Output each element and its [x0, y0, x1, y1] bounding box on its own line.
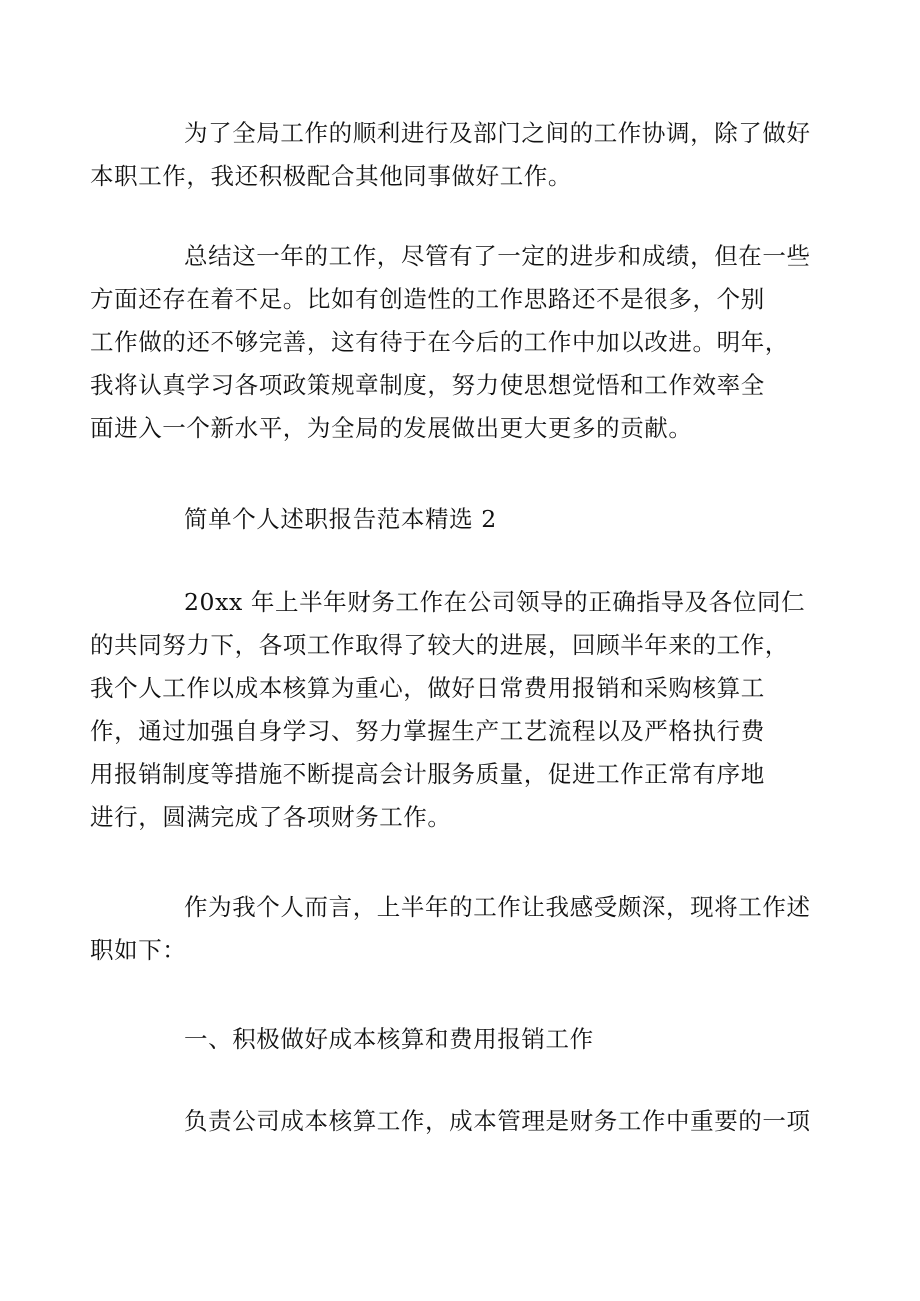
text-line: 工作做的还不够完善，这有待于在今后的工作中加以改进。明年，: [90, 328, 789, 356]
text-line: 进行，圆满完成了各项财务工作。: [90, 803, 452, 831]
text-line: 我个人工作以成本核算为重心，做好日常费用报销和采购核算工: [90, 674, 765, 702]
text-line: 本职工作，我还积极配合其他同事做好工作。: [90, 162, 572, 190]
text-line: 作为我个人而言，上半年的工作让我感受颇深，现将工作述: [184, 893, 811, 921]
section-heading-sample-2: [137, 498, 785, 541]
text-line: 我将认真学习各项政策规章制度，努力使思想觉悟和工作效率全: [90, 371, 765, 399]
paragraph-cost-accounting: [137, 1100, 811, 1143]
text-line: 负责公司成本核算工作，成本管理是财务工作中重要的一项: [184, 1107, 811, 1135]
paragraph-half-year-finance: [90, 581, 806, 839]
section-heading-cost-accounting: [137, 1018, 785, 1061]
paragraph-year-summary: [90, 235, 811, 450]
paragraph-personal-report: [90, 886, 811, 972]
text-line: 20xx 年上半年财务工作在公司领导的正确指导及各位同仁: [184, 588, 806, 616]
text-line: 用报销制度等措施不断提高会计服务质量，促进工作正常有序地: [90, 760, 765, 788]
heading-text: 一、积极做好成本核算和费用报销工作: [184, 1025, 594, 1053]
text-line: 为了全局工作的顺利进行及部门之间的工作协调，除了做好: [184, 119, 811, 147]
heading-text: 简单个人述职报告范本精选 2: [184, 505, 497, 533]
text-line: 方面还存在着不足。比如有创造性的工作思路还不是很多，个别: [90, 285, 765, 313]
text-line: 作，通过加强自身学习、努力掌握生产工艺流程以及严格执行费: [90, 717, 765, 745]
text-line: 面进入一个新水平，为全局的发展做出更大更多的贡献。: [90, 414, 693, 442]
text-line: 总结这一年的工作，尽管有了一定的进步和成绩，但在一些: [184, 242, 811, 270]
text-line: 职如下：: [90, 936, 187, 964]
paragraph-cooperation: [90, 112, 811, 198]
text-line: 的共同努力下，各项工作取得了较大的进展，回顾半年来的工作，: [90, 631, 789, 659]
